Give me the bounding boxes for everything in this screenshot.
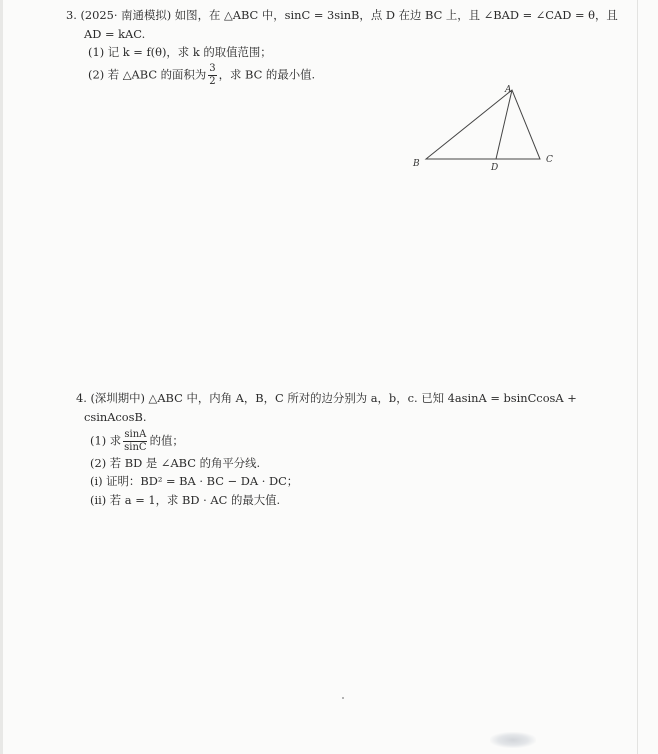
q3-part1: (1) 记 k = f(θ)，求 k 的取值范围； xyxy=(88,45,272,59)
q3-fraction-numerator: 3 xyxy=(209,63,216,74)
q4-part2-ii: (ii) 若 a = 1，求 BD · AC 的最大值. xyxy=(90,493,281,507)
page-edge xyxy=(0,0,3,754)
page-rule xyxy=(637,0,638,754)
q4-part1-suffix: 的值； xyxy=(149,433,184,448)
q3-stem-line1: 3. (2025· 南通模拟) 如图，在 △ABC 中，sinC = 3sinB，点 D 在边 BC 上，且 ∠BAD = ∠CAD = θ，且 xyxy=(66,8,618,22)
q3-fraction-denominator: 2 xyxy=(209,76,216,87)
label-c: C xyxy=(546,155,553,165)
triangle-abc xyxy=(426,90,540,159)
q4-stem-line2: csinAcosB. xyxy=(84,410,147,424)
q4-part2: (2) 若 BD 是 ∠ABC 的角平分线. xyxy=(90,456,261,470)
q4-part1 xyxy=(90,430,184,453)
label-d: D xyxy=(491,163,499,173)
q4-ratio-fraction xyxy=(123,430,147,453)
scan-smudge xyxy=(490,732,536,748)
q3-part2-prefix: (2) 若 △ABC 的面积为 xyxy=(88,67,207,82)
scan-dot xyxy=(342,697,344,699)
q4-fraction-numerator: sinA xyxy=(124,429,147,440)
q3-part2 xyxy=(88,64,315,87)
q4-fraction-denominator: sinC xyxy=(124,442,147,453)
q4-part2-i: (i) 证明：BD² = BA · BC − DA · DC； xyxy=(90,474,299,488)
label-a: A xyxy=(505,85,512,95)
q4-part1-prefix: (1) 求 xyxy=(90,433,122,448)
q3-area-fraction xyxy=(208,64,216,87)
q4-stem-line1: 4. (深圳期中) △ABC 中，内角 A，B，C 所对的边分别为 a，b，c. 已知 4asinA = bsinCcosA + xyxy=(76,391,577,405)
q3-part2-suffix: ，求 BC 的最小值. xyxy=(218,67,316,82)
q3-stem-line2: AD = kAC. xyxy=(84,27,146,41)
label-b: B xyxy=(413,159,420,169)
q3-triangle-figure xyxy=(400,80,570,180)
